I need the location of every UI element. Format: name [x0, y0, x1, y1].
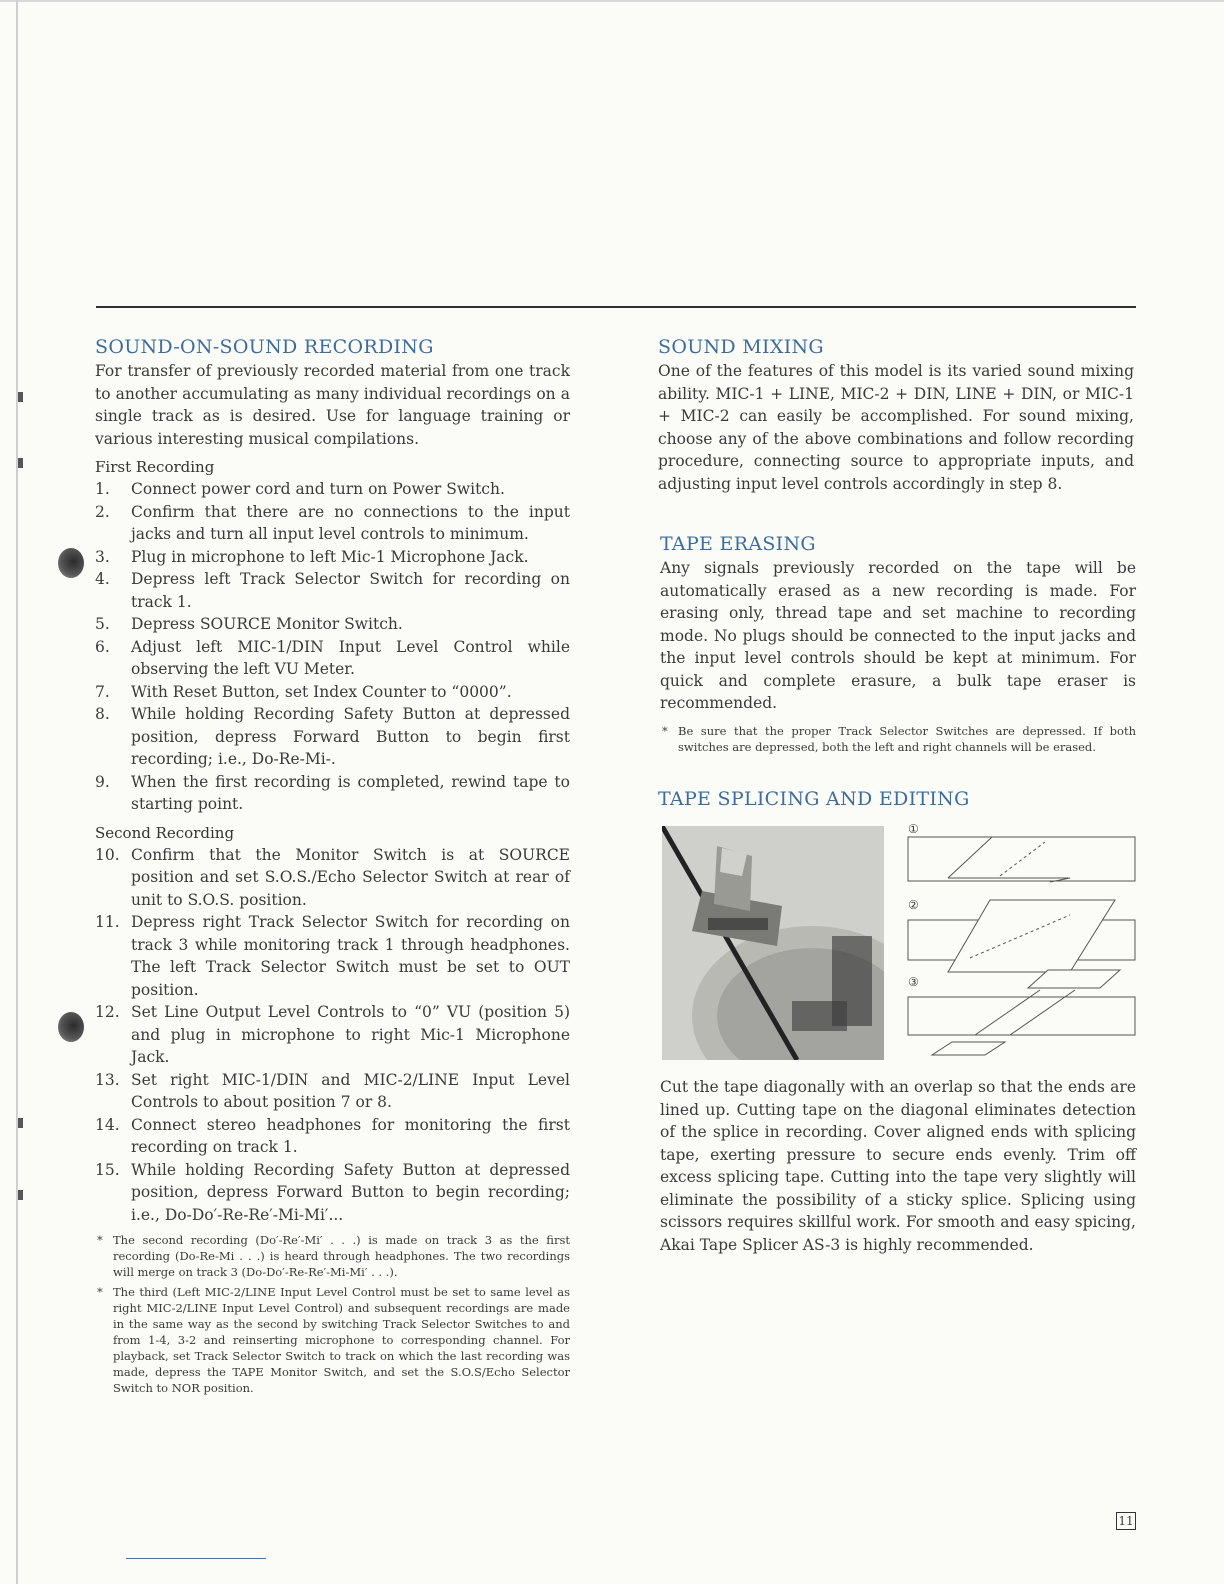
sos-note-1: * The second recording (Do′-Re′-Mi′ . . .) is made on track 3 as the first recording (Do-Re-Mi . . .) is heard through headphones. The two recordings will merge on track 3 (Do-Do′-Re-Re′-Mi-Mi′ . . .).	[97, 1233, 570, 1279]
erasing-note: * Be sure that the proper Track Selector Switches are depressed. If both switches are depressed, both the left and right channels will be erased.	[662, 723, 1136, 754]
list-item: 6. Adjust left MIC-1/DIN Input Level Control while observing the left VU Meter.	[95, 637, 570, 678]
edge-mark	[18, 458, 23, 468]
mixing-title: SOUND MIXING	[658, 336, 824, 358]
list-item: 3. Plug in microphone to left Mic-1 Microphone Jack.	[95, 547, 529, 566]
splicing-title: TAPE SPLICING AND EDITING	[658, 788, 970, 810]
list-item: 15. While holding Recording Safety Button at depressed position, depress Forward Button to begin recording; i.e., Do-Do′-Re-Re′-Mi-Mi′...	[95, 1160, 570, 1224]
page-left-edge	[16, 0, 18, 1584]
list-item: 10. Confirm that the Monitor Switch is at SOURCE position and set S.O.S./Echo Selector Switch at rear of unit to S.O.S. position.	[95, 845, 570, 909]
splice-diagram	[900, 820, 1140, 1066]
bottom-underline	[126, 1558, 266, 1559]
tape-splicer-photo	[662, 826, 884, 1060]
list-item: 7. With Reset Button, set Index Counter to “0000”.	[95, 682, 512, 701]
sos-note-2: * The third (Left MIC-2/LINE Input Level Control must be set to same level as right MIC-2/LINE Input Level Control) and subsequent recordings are made in the same way as the second by switching Track Selector Switches to and from 1-4, 3-2 and reinserting microphone to corresponding channel. For playback, set Track Selector Switch to track on which the last recording was made, depress the TAPE Monitor Switch, and set the S.O.S/Echo Selector Switch to NOR position.	[97, 1285, 570, 1395]
binder-hole-upper	[58, 548, 84, 578]
header-rule	[96, 306, 1136, 308]
erasing-text: Any signals previously recorded on the tape will be automatically erased as a new recording is made. For erasing only, thread tape and set machine to recording mode. No plugs should be connected to the input jacks and the input level controls should be kept at minimum. For quick and complete erasure, a bulk tape eraser is recommended.	[660, 559, 1136, 712]
sos-intro: For transfer of previously recorded material from one track to another accumulating as many individual recordings on a single track as is desired. Use for language training or various interesting musical compilations.	[95, 362, 570, 448]
step-2-marker: ②	[908, 898, 919, 912]
list-item: 12. Set Line Output Level Controls to “0” VU (position 5) and plug in microphone to right Mic-1 Microphone Jack.	[95, 1003, 570, 1066]
edge-mark	[18, 1190, 23, 1200]
erasing-section	[660, 533, 1136, 755]
list-item: 9. When the first recording is completed, rewind tape to starting point.	[95, 772, 570, 813]
sos-title: SOUND-ON-SOUND RECORDING	[95, 336, 434, 358]
mixing-section	[658, 336, 1134, 495]
list-item: 8. While holding Recording Safety Button at depressed position, depress Forward Button to begin first recording; i.e., Do-Re-Mi-.	[95, 705, 570, 768]
step-1-marker: ①	[908, 822, 919, 836]
splicing-text-wrap	[660, 1076, 1136, 1256]
list-item: 5. Depress SOURCE Monitor Switch.	[95, 615, 403, 633]
list-item: 13. Set right MIC-1/DIN and MIC-2/LINE Input Level Controls to about position 7 or 8.	[95, 1070, 570, 1111]
page-top-edge	[0, 0, 1224, 2]
list-item: 11. Depress right Track Selector Switch for recording on track 3 while monitoring track 1 through headphones. The left Track Selector Switch must be set to OUT position.	[95, 913, 570, 999]
splicing-text: Cut the tape diagonally with an overlap so that the ends are lined up. Cutting tape on the diagonal eliminates detection of the splice in recording. Cover aligned ends with splicing tape, exerting pressure to secure ends evenly. Trim off excess splicing tape. Cutting into the tape very slightly will eliminate the possibility of a sticky splice. Splicing using scissors requires skillful work. For smooth and easy spicing, Akai Tape Splicer AS-3 is highly recommended.	[660, 1078, 1136, 1254]
list-item: 1. Connect power cord and turn on Power Switch.	[95, 480, 505, 498]
sos-section	[95, 336, 570, 1396]
first-recording-heading: First Recording	[95, 458, 215, 476]
second-recording-heading: Second Recording	[95, 823, 235, 842]
edge-mark	[18, 392, 23, 402]
list-item: 4. Depress left Track Selector Switch for recording on track 1.	[95, 570, 570, 611]
list-item: 2. Confirm that there are no connections to the input jacks and turn all input level controls to minimum.	[95, 502, 570, 543]
list-item: 14. Connect stereo headphones for monitoring the first recording on track 1.	[95, 1115, 570, 1156]
edge-mark	[18, 1118, 23, 1128]
mixing-text: One of the features of this model is its varied sound mixing ability. MIC-1 + LINE, MIC-2 + DIN, LINE + DIN, or MIC-1 + MIC-2 can easily be accomplished. For sound mixing, choose any of the above combinations and follow recording procedure, connecting source to appropriate inputs, and adjusting input level controls accordingly in step 8.	[658, 362, 1134, 493]
binder-hole-lower	[58, 1012, 84, 1042]
step-3-marker: ③	[908, 975, 919, 989]
splicing-title-wrap	[658, 788, 1134, 810]
second-recording-steps	[95, 844, 570, 1227]
page-number: 11	[1116, 1512, 1136, 1530]
first-recording-steps	[95, 478, 570, 816]
erasing-title: TAPE ERASING	[660, 533, 816, 555]
